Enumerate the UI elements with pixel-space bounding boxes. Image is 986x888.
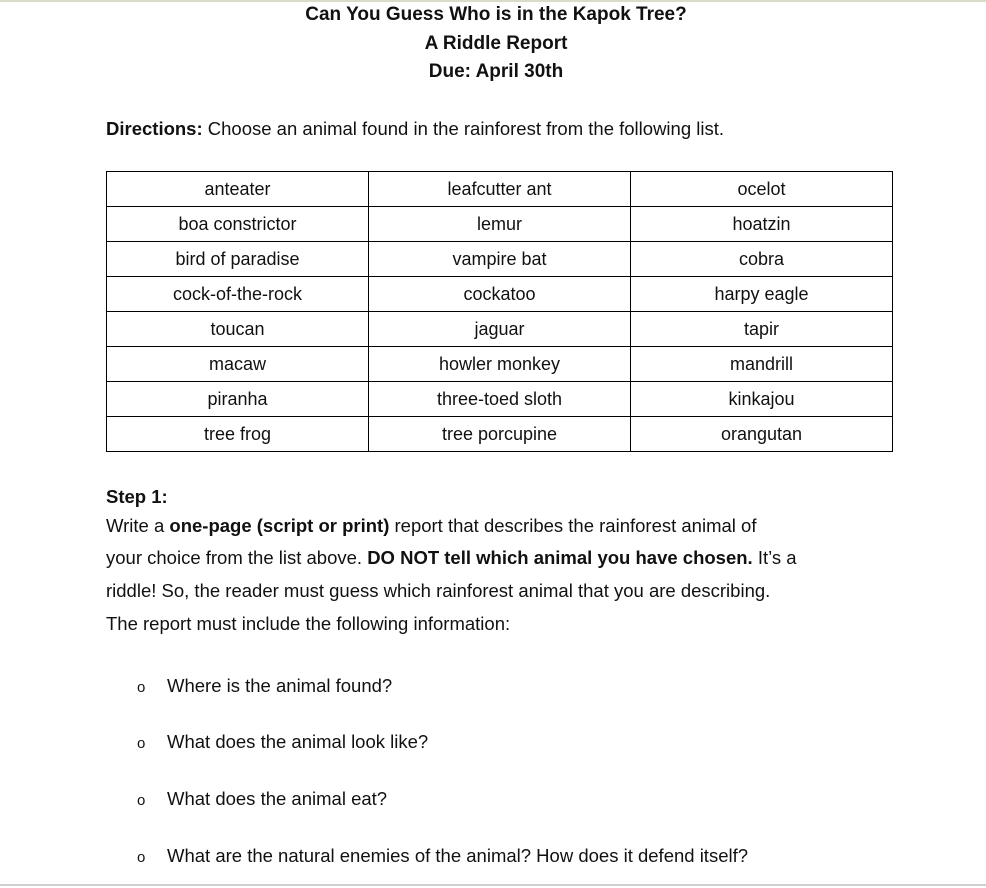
animal-cell: tree frog <box>107 417 369 452</box>
table-row <box>107 417 893 452</box>
table-row <box>107 207 893 242</box>
animal-cell: macaw <box>107 347 369 382</box>
document-title: Can You Guess Who is in the Kapok Tree? <box>305 4 687 25</box>
text: It’s a <box>752 547 797 568</box>
step1-line-3: riddle! So, the reader must guess which rainforest animal that you are describing. <box>106 580 771 601</box>
animal-cell: three-toed sloth <box>369 382 631 417</box>
animal-cell: cockatoo <box>369 277 631 312</box>
table-row <box>107 347 893 382</box>
animal-cell: tree porcupine <box>369 417 631 452</box>
emphasis: one-page (script or print) <box>169 515 390 536</box>
directions <box>106 118 724 140</box>
text: your choice from the list above. <box>106 547 368 568</box>
table-row <box>107 312 893 347</box>
bullet-icon: o <box>137 735 146 752</box>
step1-line-4: The report must include the following information: <box>106 613 511 634</box>
animal-cell: piranha <box>107 382 369 417</box>
step1-heading: Step 1: <box>106 486 168 507</box>
animal-cell: leafcutter ant <box>369 172 631 207</box>
table-row <box>107 242 893 277</box>
animal-table <box>106 171 893 452</box>
table-row <box>107 277 893 312</box>
animal-cell: lemur <box>369 207 631 242</box>
text: Write a <box>106 515 170 536</box>
bullet-item <box>137 845 748 867</box>
page-bottom-border <box>0 884 986 886</box>
table-row <box>107 382 893 417</box>
animal-cell: tapir <box>630 312 892 347</box>
animal-cell: toucan <box>107 312 369 347</box>
directions-label: Directions: <box>106 118 203 139</box>
animal-cell: orangutan <box>630 417 892 452</box>
step1-line-1 <box>106 515 756 537</box>
animal-cell: kinkajou <box>630 382 892 417</box>
animal-cell: cock-of-the-rock <box>107 277 369 312</box>
animal-cell: cobra <box>630 242 892 277</box>
animal-cell: hoatzin <box>630 207 892 242</box>
directions-text: Choose an animal found in the rainforest from the following list. <box>202 118 725 139</box>
animal-cell: mandrill <box>630 347 892 382</box>
animal-cell: harpy eagle <box>630 277 892 312</box>
emphasis: DO NOT tell which animal you have chosen. <box>367 547 753 568</box>
animal-cell: vampire bat <box>369 242 631 277</box>
bullet-icon: o <box>137 849 146 866</box>
animal-cell: jaguar <box>369 312 631 347</box>
table-row <box>107 172 893 207</box>
animal-cell: boa constrictor <box>107 207 369 242</box>
bullet-text: What does the animal eat? <box>167 788 388 809</box>
bullet-icon: o <box>137 792 146 809</box>
bullet-text: Where is the animal found? <box>167 675 393 696</box>
animal-cell: bird of paradise <box>107 242 369 277</box>
page-top-border <box>0 0 986 2</box>
step1-line-2 <box>106 547 797 569</box>
bullet-item <box>137 788 387 810</box>
text: report that describes the rainforest animal of <box>389 515 757 536</box>
animal-cell: anteater <box>107 172 369 207</box>
bullet-text: What does the animal look like? <box>167 731 429 752</box>
bullet-icon: o <box>137 679 146 696</box>
document-subtitle: A Riddle Report <box>424 33 568 54</box>
bullet-text: What are the natural enemies of the animal? How does it defend itself? <box>167 845 749 866</box>
due-date: Due: April 30th <box>428 61 564 82</box>
animal-cell: ocelot <box>630 172 892 207</box>
bullet-item <box>137 731 428 753</box>
bullet-item <box>137 675 392 697</box>
animal-cell: howler monkey <box>369 347 631 382</box>
